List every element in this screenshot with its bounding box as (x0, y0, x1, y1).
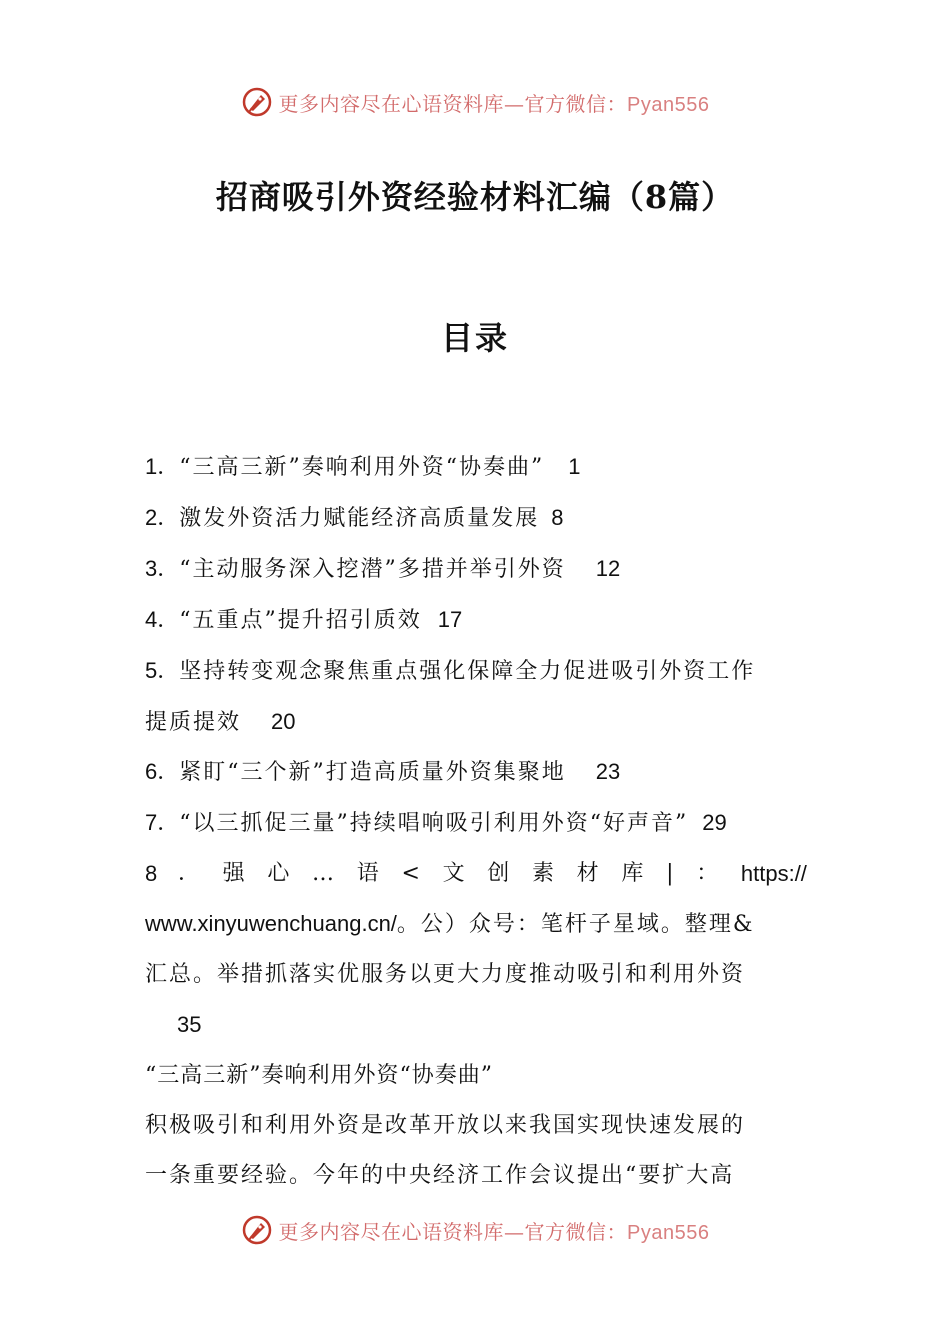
header-banner (0, 82, 950, 122)
toc-item-3[interactable]: 3．“主动服务深入挖潜”多措并举引外资 12 (145, 555, 621, 582)
toc-url-link: https:// (740, 861, 807, 887)
paragraph-line: 积极吸引和利用外资是改革开放以来我国实现快速发展的 (145, 1112, 746, 1138)
toc-item-8-line-3[interactable]: 汇总。举措抓落实优服务以更大力度推动吸引和利用外资 (145, 962, 746, 988)
toc-item-1[interactable]: 1．“三高三新”奏响利用外资“协奏曲” 1 (145, 454, 581, 480)
section-title: “三高三新”奏响利用外资“协奏曲” (145, 1062, 493, 1088)
document-title: 招商吸引外资经验材料汇编（8篇） (215, 178, 735, 216)
toc-url-link: www.xinyuwenchuang.cn/ (145, 911, 397, 937)
wechat-id: Pyan556 (627, 1221, 710, 1244)
toc-item-8-page[interactable] (145, 1000, 807, 1051)
banner-text: 更多内容尽在心语资料库—官方微信：Pyan556 (278, 1219, 710, 1244)
toc-item-2[interactable]: 2．激发外资活力赋能经济高质量发展 8 (145, 504, 564, 531)
document-body (145, 442, 807, 1201)
toc-item-6[interactable]: 6．紧盯“三个新”打造高质量外资集聚地 23 (145, 759, 621, 786)
toc-page-number: 17 (437, 606, 463, 632)
toc-item-8-line-2[interactable]: www.xinyuwenchuang.cn/。公）众号：笔杆子星域。整理& (145, 911, 755, 938)
pen-nib-logo-icon (241, 86, 273, 118)
toc-page-number: 23 (595, 759, 621, 785)
banner-text: 更多内容尽在心语资料库—官方微信：Pyan556 (278, 91, 710, 116)
wechat-id: Pyan556 (627, 93, 710, 116)
toc-item-4[interactable]: 4．“五重点”提升招引质效 17 (145, 606, 463, 633)
toc-page-number: 8 (551, 504, 564, 530)
footer-banner (0, 1210, 950, 1250)
toc-item-8[interactable]: 8 ． 强 心 … 语 < 文 创 素 材 库 | ： https:// (145, 849, 807, 899)
toc-page-number: 35 (177, 1011, 202, 1037)
toc-item-5[interactable]: 5．坚持转变观念聚焦重点强化保障全力促进吸引外资工作 (145, 657, 756, 684)
toc-page-number: 12 (595, 555, 621, 581)
toc-page-number: 20 (271, 708, 296, 734)
pen-nib-logo-icon (241, 1214, 273, 1246)
toc-page-number: 1 (568, 454, 581, 479)
paragraph-line: 一条重要经验。今年的中央经济工作会议提出“要扩大高 (145, 1162, 735, 1188)
toc-page-number: 29 (702, 810, 727, 836)
toc-item-7[interactable]: 7．“以三抓促三量”持续唱响吸引利用外资“好声音” 29 (145, 810, 727, 837)
toc-heading: 目录 (440, 319, 509, 357)
toc-item-5-continued[interactable]: 提质提效 20 (145, 708, 296, 735)
